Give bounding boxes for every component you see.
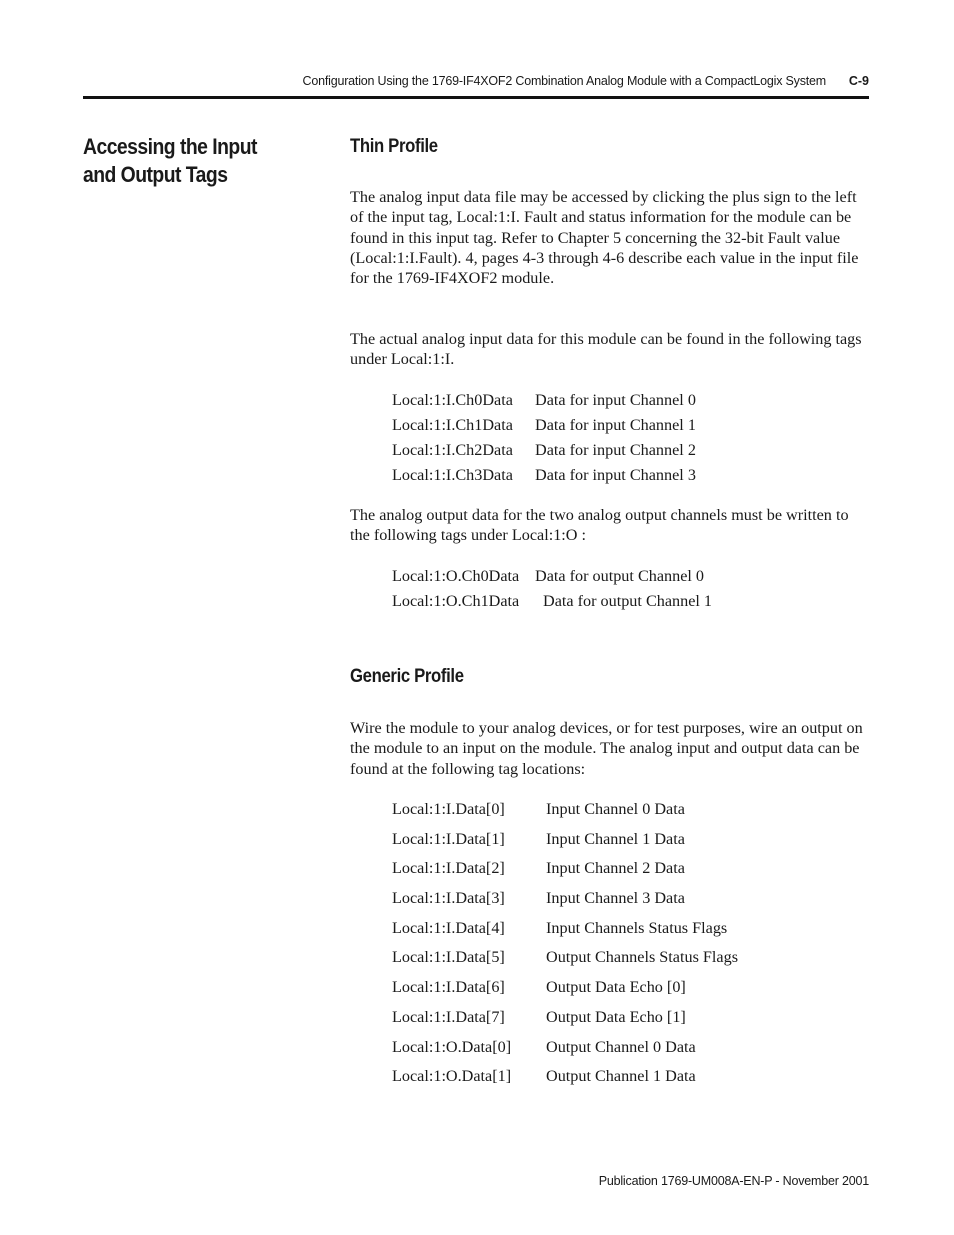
tag-description: Output Channel 1 Data: [546, 1067, 696, 1086]
tag-description: Input Channel 3 Data: [546, 889, 685, 908]
tag-name: Local:1:I.Ch3Data: [392, 466, 513, 484]
tag-name: Local:1:O.Data[1]: [392, 1067, 512, 1086]
tag-description: Input Channel 1 Data: [546, 829, 685, 848]
tag-description: Data for output Channel 1: [543, 592, 713, 610]
tag-name: Local:1:I.Data[3]: [392, 889, 505, 908]
thin-profile-paragraph-1: The analog input data file may be accessed by clicking the plus sign to the left of the input tag, Local:1:I. Fault and status information for the module can be found in this input tag. Refer to Chapter 5 concerning the 32-bit Fault value (Local:1:I.Fault). 4, pages 4-3 through 4-6 describe each value in the input file for the 1769-IF4XOF2 module.: [350, 188, 859, 288]
tag-description: Data for input Channel 2: [535, 441, 696, 459]
tag-name: Local:1:O.Data[0]: [392, 1037, 512, 1056]
tag-name: Local:1:I.Ch2Data: [392, 441, 513, 459]
tag-name: Local:1:I.Data[6]: [392, 978, 505, 997]
tag-description: Output Channel 0 Data: [546, 1037, 696, 1056]
tag-name: Local:1:I.Ch1Data: [392, 416, 513, 434]
thin-profile-paragraph-3: The analog output data for the two analog output channels must be written to the following tags under Local:1:O :: [350, 506, 849, 545]
tag-description: Output Data Echo [1]: [546, 1007, 686, 1026]
running-header-title: Configuration Using the 1769-IF4XOF2 Combination Analog Module with a CompactLogix System: [302, 74, 826, 88]
tag-name: Local:1:I.Data[7]: [392, 1007, 505, 1026]
tag-name: Local:1:I.Data[2]: [392, 859, 505, 878]
tag-description: Data for input Channel 1: [535, 416, 696, 434]
tag-name: Local:1:O.Ch1Data: [392, 592, 520, 610]
tag-name: Local:1:I.Data[1]: [392, 829, 505, 848]
tag-name: Local:1:I.Ch0Data: [392, 391, 513, 409]
tag-name: Local:1:O.Ch0Data: [392, 567, 520, 585]
tag-description: Data for input Channel 3: [535, 466, 696, 484]
tag-description: Input Channels Status Flags: [546, 918, 728, 937]
section-heading: Accessing the Input and Output Tags: [83, 134, 257, 187]
tag-name: Local:1:I.Data[0]: [392, 800, 505, 818]
thin-profile-heading: Thin Profile: [350, 136, 438, 157]
tag-description: Output Data Echo [0]: [546, 978, 686, 997]
tag-name: Local:1:I.Data[5]: [392, 948, 505, 967]
tag-description: Output Channels Status Flags: [546, 948, 739, 967]
generic-profile-heading: Generic Profile: [350, 666, 464, 687]
header-rule: [83, 96, 869, 99]
tag-description: Data for output Channel 0: [535, 567, 705, 585]
tag-description: Input Channel 2 Data: [546, 859, 685, 878]
generic-profile-paragraph-1: Wire the module to your analog devices, or for test purposes, wire an output on the module to an input on the module. The analog input and output data can be found at the following tag locations:: [350, 719, 863, 778]
thin-profile-paragraph-2: The actual analog input data for this module can be found in the following tags under Local:1:I.: [350, 330, 862, 369]
tag-description: Data for input Channel 0: [535, 391, 696, 409]
page-number: C-9: [848, 74, 869, 88]
publication-footer: Publication 1769-UM008A-EN-P - November 2001: [598, 1174, 869, 1188]
tag-name: Local:1:I.Data[4]: [392, 918, 505, 937]
tag-description: Input Channel 0 Data: [546, 800, 685, 818]
